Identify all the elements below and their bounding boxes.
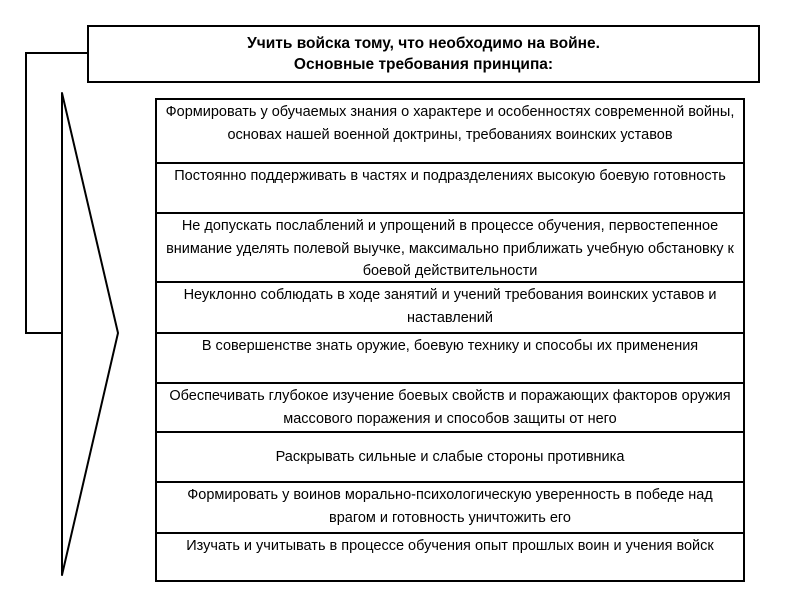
requirement-item: Формировать у воинов морально-психологическую уверенность в победе над врагом и готовность уничтожить его	[155, 481, 745, 534]
requirement-item: Обеспечивать глубокое изучение боевых свойств и поражающих факторов оружия массового поражения и способов защиты от него	[155, 382, 745, 433]
requirement-item: Не допускать послаблений и упрощений в процессе обучения, первостепенное внимание уделять полевой выучке, максимально приближать учебную обстановку к боевой действительности	[155, 212, 745, 283]
requirement-item: Изучать и учитывать в процессе обучения опыт прошлых воин и учения войск	[155, 532, 745, 582]
requirement-item: В совершенстве знать оружие, боевую технику и способы их применения	[155, 332, 745, 384]
title-line-1: Учить войска тому, что необходимо на войне.	[247, 35, 600, 52]
requirement-item: Постоянно поддерживать в частях и подразделениях высокую боевую готовность	[155, 162, 745, 214]
requirement-item: Раскрывать сильные и слабые стороны противника	[155, 431, 745, 483]
requirement-item: Неуклонно соблюдать в ходе занятий и учений требования воинских уставов и наставлений	[155, 281, 745, 334]
requirement-item: Формировать у обучаемых знания о характере и особенностях современной войны, основах нашей военной доктрины, требованиях воинских уставов	[155, 98, 745, 164]
principle-title-box	[87, 25, 760, 83]
chevron-arrow	[62, 93, 118, 575]
title-line-2: Основные требования принципа:	[293, 56, 554, 73]
